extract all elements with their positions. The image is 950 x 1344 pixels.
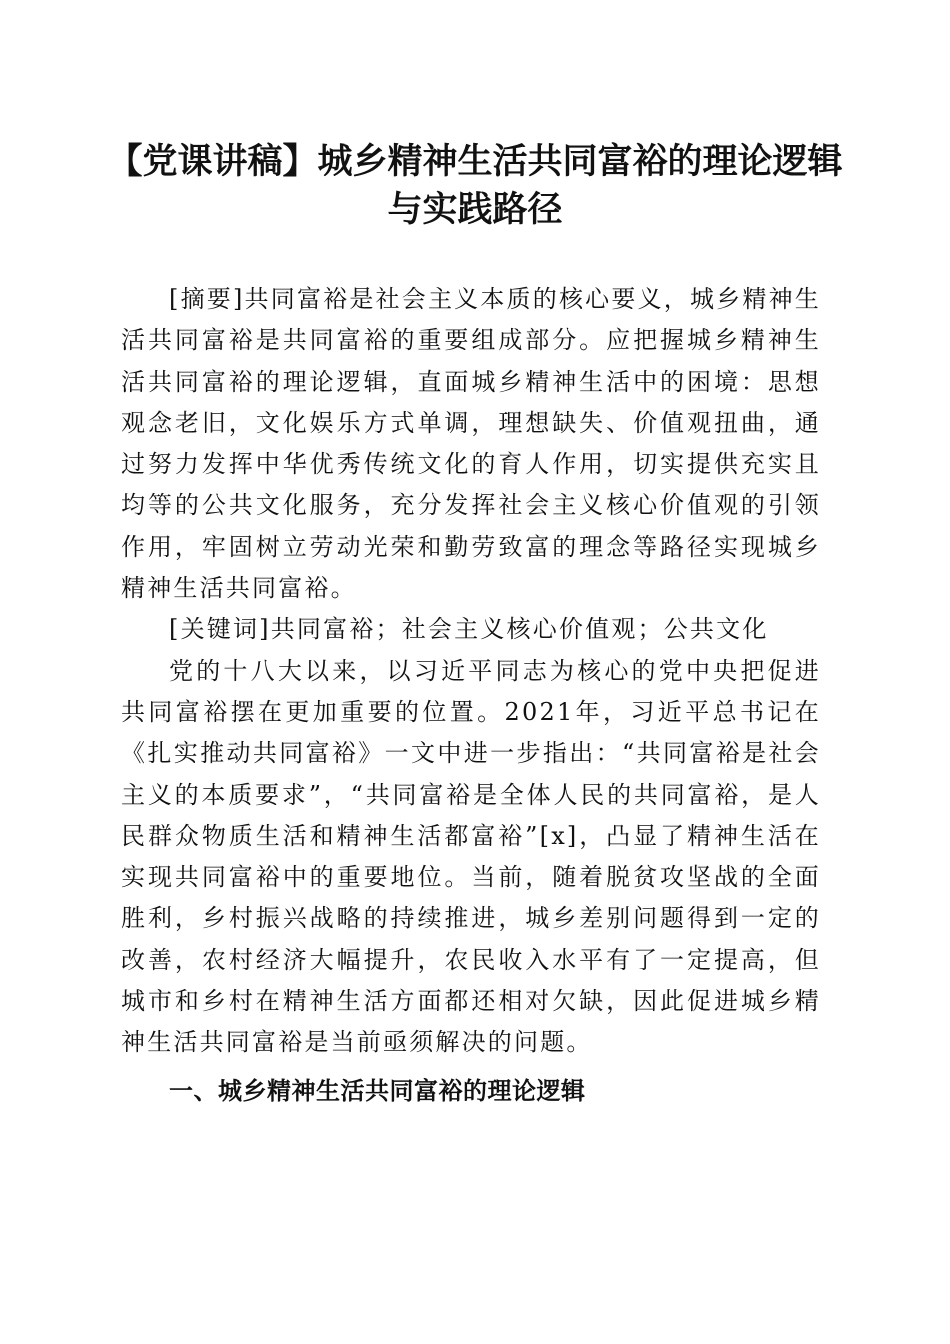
document-title: 【党课讲稿】城乡精神生活共同富裕的理论逻辑与实践路径 (107, 142, 843, 230)
keywords-paragraph: [关键词]共同富裕；社会主义核心价值观；公共文化 (169, 615, 769, 644)
document-body (121, 279, 821, 1118)
intro-paragraph: 党的十八大以来，以习近平同志为核心的党中央把促进共同富裕摆在更加重要的位置。2021年，习近平总书记在《扎实推动共同富裕》一文中进一步指出：“共同富裕是社会主义的本质要求”，“共同富裕是全体人民的共同富裕，是人民群众物质生活和精神生活都富裕”[x]，凸显了精神生活在实现共同富裕中的重要地位。当前，随着脱贫攻坚战的全面胜利，乡村振兴战略的持续推进，城乡差别问题得到一定的改善，农村经济大幅提升，农民收入水平有了一定提高，但城市和乡村在精神生活方面都还相对欠缺，因此促进城乡精神生活共同富裕是当前亟须解决的问题。 (121, 656, 821, 1057)
abstract-paragraph: [摘要]共同富裕是社会主义本质的核心要义，城乡精神生活共同富裕是共同富裕的重要组成部分。应把握城乡精神生活共同富裕的理论逻辑，直面城乡精神生活中的困境：思想观念老旧，文化娱乐方式单调，理想缺失、价值观扭曲，通过努力发挥中华优秀传统文化的育人作用，切实提供充实且均等的公共文化服务，充分发挥社会主义核心价值观的引领作用，牢固树立劳动光荣和勤劳致富的理念等路径实现城乡精神生活共同富裕。 (121, 285, 821, 603)
section-heading: 一、城乡精神生活共同富裕的理论逻辑 (169, 1076, 586, 1105)
